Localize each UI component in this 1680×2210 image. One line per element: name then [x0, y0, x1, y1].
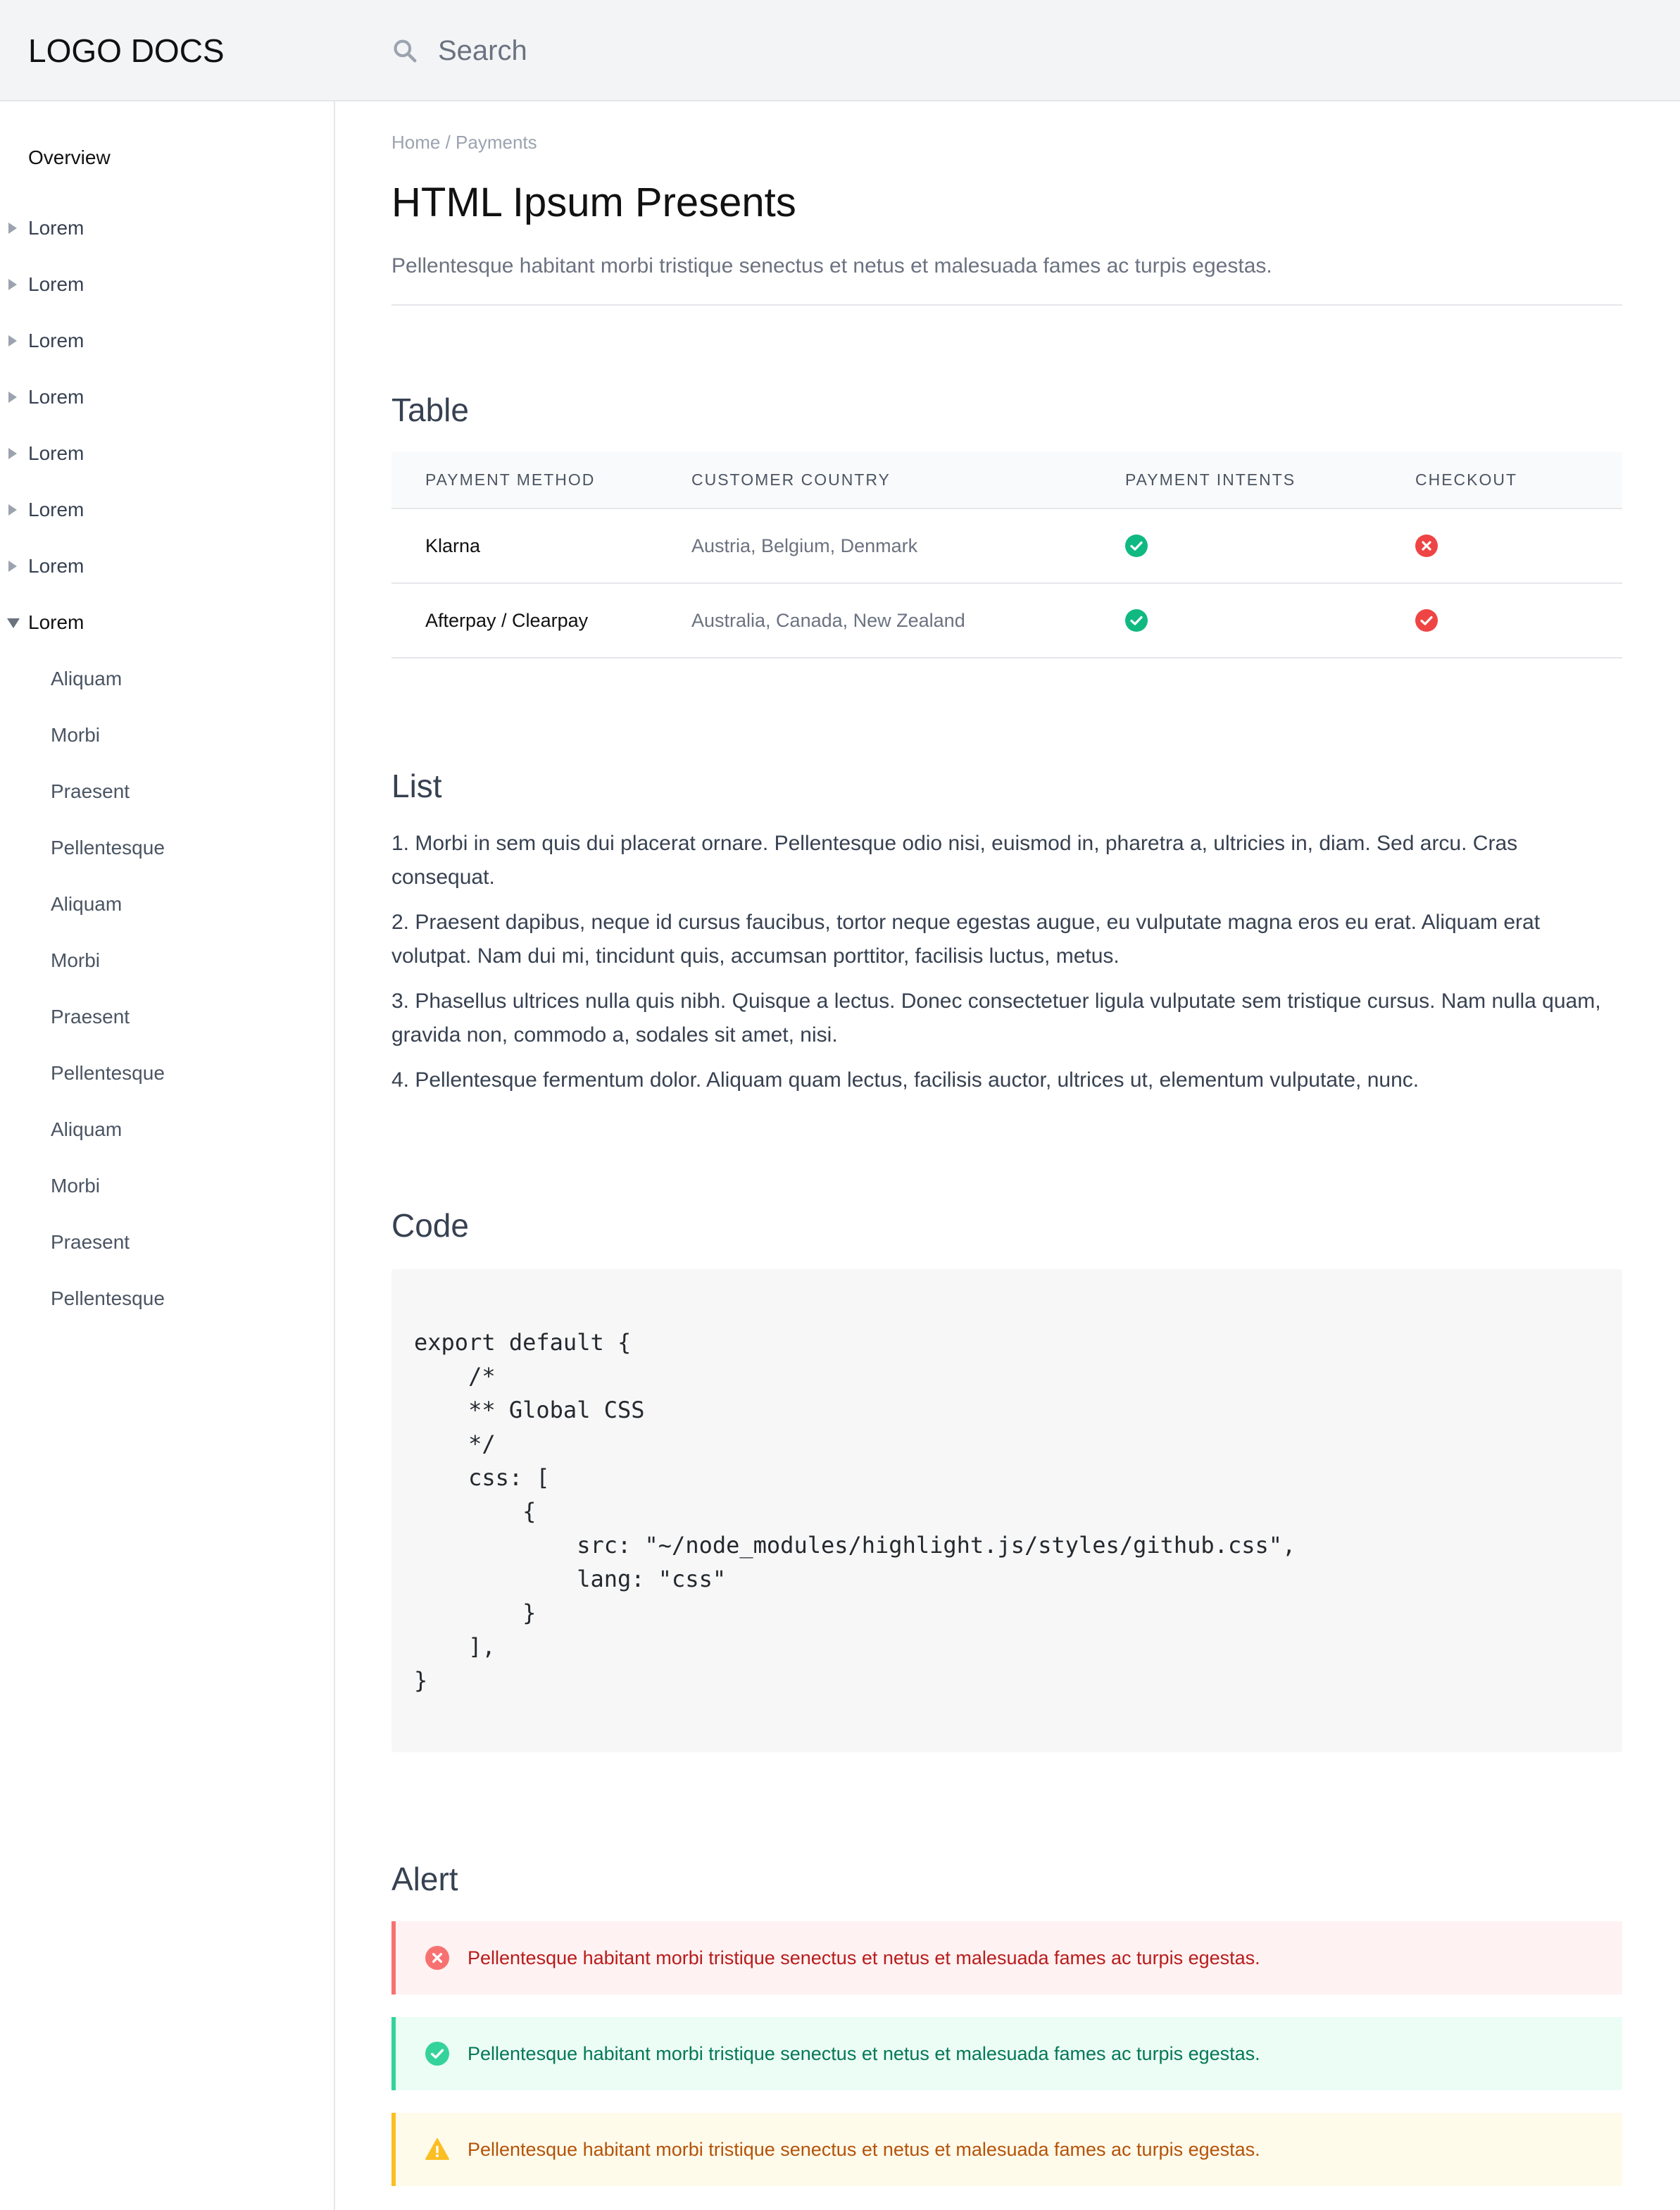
sidebar-subitem[interactable]: Pellentesque	[51, 1287, 165, 1309]
caret-right-icon	[8, 561, 17, 572]
search-bar[interactable]	[391, 31, 884, 70]
list-item: 3. Phasellus ultrices nulla quis nibh. Quisque a lectus. Donec consectetuer ligula vulputate sem tristique cursus. Nam nulla quam, gravida non, commodo a, sodales sit amet, nisi.	[391, 989, 1601, 1047]
sidebar-section-expanded[interactable]	[0, 594, 334, 651]
table-row	[391, 508, 1622, 583]
breadcrumb[interactable]: Home / Payments	[391, 132, 537, 153]
sidebar-section[interactable]	[0, 369, 334, 425]
caret-right-icon	[8, 335, 17, 347]
sidebar-section-label: Lorem	[28, 499, 84, 520]
sidebar-subitem[interactable]: Pellentesque	[51, 1062, 165, 1084]
sidebar-section[interactable]	[0, 313, 334, 369]
sidebar-section[interactable]	[0, 256, 334, 313]
alert-success	[391, 2017, 1622, 2090]
section-heading-table: Table	[391, 392, 469, 428]
sidebar-section-label: Lorem	[28, 442, 84, 464]
sidebar-subitem[interactable]: Morbi	[51, 724, 101, 746]
payment-method-cell: Afterpay / Clearpay	[391, 583, 691, 658]
code-block[interactable]	[391, 1269, 1622, 1752]
sidebar-section[interactable]	[0, 425, 334, 482]
check-circle-icon	[425, 2042, 449, 2066]
search-icon	[391, 37, 418, 64]
list-item: 1. Morbi in sem quis dui placerat ornare. Pellentesque odio nisi, euismod in, pharetra a, ultricies in, diam. Sed arcu. Cras consequat.	[391, 832, 1518, 889]
sidebar-section[interactable]	[0, 482, 334, 538]
sidebar-subitem[interactable]: Morbi	[51, 949, 101, 971]
alert-warning	[391, 2113, 1622, 2186]
column-header: PAYMENT INTENTS	[1125, 452, 1415, 508]
search-input[interactable]	[437, 35, 862, 68]
check-circle-icon	[1125, 535, 1148, 557]
payment-method-cell: Klarna	[391, 508, 691, 583]
sidebar-subitem[interactable]: Pellentesque	[51, 837, 165, 859]
code-text: export default { /* ** Global CSS */ css: [ { src: "~/node_modules/highlight.js/styles/github.css", lang: "css" } ], }	[414, 1329, 1296, 1694]
sidebar-section[interactable]	[0, 200, 334, 256]
customer-country-cell: Austria, Belgium, Denmark	[691, 508, 1125, 583]
caret-right-icon	[8, 223, 17, 234]
column-header: PAYMENT METHOD	[391, 452, 691, 508]
caret-right-icon	[8, 448, 17, 459]
table-row	[391, 583, 1622, 658]
list-item: 4. Pellentesque fermentum dolor. Aliquam quam lectus, facilisis auctor, ultrices ut, elementum vulputate, nunc.	[391, 1068, 1419, 1092]
top-header	[0, 0, 1680, 101]
payments-table	[391, 452, 1622, 658]
sidebar-subitem[interactable]: Aliquam	[51, 893, 123, 915]
sidebar-item-overview[interactable]: Overview	[28, 146, 111, 168]
payment-intents-cell	[1125, 583, 1415, 658]
sidebar-section-label: Lorem	[28, 330, 84, 351]
list-item: 2. Praesent dapibus, neque id cursus faucibus, tortor neque egestas augue, eu vulputate magna eros eu erat. Aliquam erat volutpat. Nam dui mi, tincidunt quis, accumsan porttitor, facilisis luctus, metus.	[391, 911, 1541, 968]
customer-country-cell: Australia, Canada, New Zealand	[691, 583, 1125, 658]
sidebar-subitem[interactable]: Praesent	[51, 1231, 130, 1253]
sidebar-subitem[interactable]: Praesent	[51, 780, 130, 802]
table-header-row	[391, 452, 1622, 508]
check-circle-icon	[1125, 609, 1148, 632]
warning-triangle-icon	[425, 2137, 449, 2161]
check-circle-icon	[1415, 609, 1438, 632]
sidebar-section-label: Lorem	[28, 611, 84, 633]
section-heading-list: List	[391, 768, 442, 804]
sidebar-section-label: Lorem	[28, 273, 84, 295]
page-lead: Pellentesque habitant morbi tristique senectus et netus et malesuada fames ac turpis egestas.	[391, 254, 1272, 277]
sidebar-section[interactable]	[0, 538, 334, 594]
checkout-cell	[1415, 583, 1622, 658]
caret-right-icon	[8, 504, 17, 516]
column-header: CHECKOUT	[1415, 452, 1622, 508]
x-circle-icon	[425, 1946, 449, 1970]
section-heading-code: Code	[391, 1207, 469, 1244]
sidebar	[0, 101, 335, 2210]
sidebar-subitem[interactable]: Aliquam	[51, 1118, 123, 1140]
alert-warning-text: Pellentesque habitant morbi tristique senectus et netus et malesuada fames ac turpis egestas.	[468, 2138, 1260, 2160]
x-circle-icon	[1415, 535, 1438, 557]
alert-error	[391, 1921, 1622, 1994]
section-heading-alert: Alert	[391, 1861, 458, 1897]
checkout-cell	[1415, 508, 1622, 583]
sidebar-section-label: Lorem	[28, 386, 84, 408]
caret-down-icon	[7, 618, 20, 628]
divider	[391, 304, 1622, 306]
payment-intents-cell	[1125, 508, 1415, 583]
sidebar-section-label: Lorem	[28, 555, 84, 577]
sidebar-subitem[interactable]: Aliquam	[51, 668, 123, 689]
ordered-list	[391, 827, 1622, 1109]
sidebar-nav	[0, 200, 334, 1327]
logo[interactable]: LOGO DOCS	[28, 32, 225, 69]
sidebar-subitem[interactable]: Praesent	[51, 1006, 130, 1028]
caret-right-icon	[8, 279, 17, 290]
column-header: CUSTOMER COUNTRY	[691, 452, 1125, 508]
sidebar-section-label: Lorem	[28, 217, 84, 239]
caret-right-icon	[8, 392, 17, 403]
sidebar-subitem[interactable]: Morbi	[51, 1175, 101, 1197]
page-title: HTML Ipsum Presents	[391, 180, 796, 225]
alert-success-text: Pellentesque habitant morbi tristique senectus et netus et malesuada fames ac turpis egestas.	[468, 2042, 1260, 2064]
alert-error-text: Pellentesque habitant morbi tristique senectus et netus et malesuada fames ac turpis egestas.	[468, 1947, 1260, 1968]
